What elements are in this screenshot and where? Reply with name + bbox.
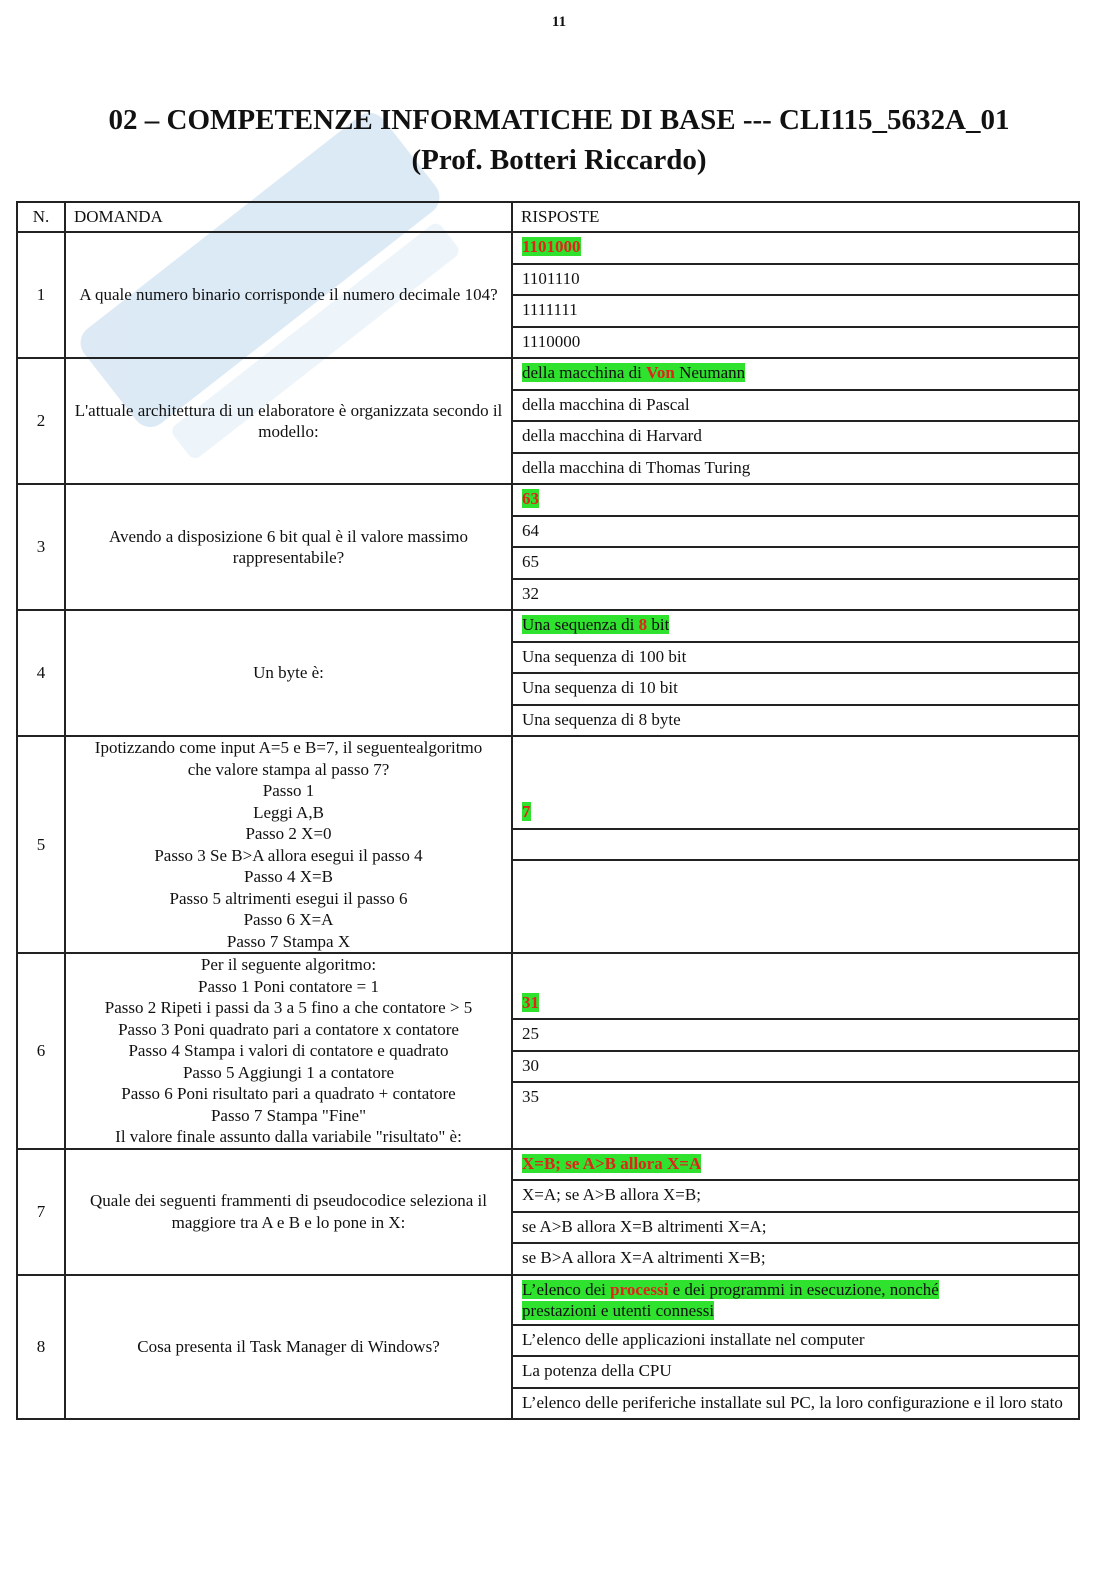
answer-list (512, 610, 1079, 736)
answer-list (512, 1275, 1079, 1420)
question-number: 7 (17, 1149, 65, 1275)
table-row (17, 953, 1079, 1149)
header-answers: RISPOSTE (512, 202, 1079, 232)
answer-item (513, 1150, 1078, 1182)
answer-list (512, 232, 1079, 358)
correct-answer-part: Neumann (674, 363, 746, 382)
answer-item: se A>B allora X=B altrimenti X=A; (513, 1213, 1078, 1245)
correct-answer (522, 615, 669, 634)
correct-answer-part: e dei programmi in esecuzione, nonché (668, 1279, 939, 1299)
question-line: Il valore finale assunto dalla variabile "risultato" è: (115, 1127, 462, 1146)
answer-list (512, 736, 1079, 953)
table-row (17, 610, 1079, 736)
table-row (17, 484, 1079, 610)
header-n: N. (17, 202, 65, 232)
question-line: Passo 4 Stampa i valori di contatore e quadrato (128, 1041, 449, 1060)
question-line: Leggi A,B (253, 802, 324, 822)
correct-answer-continued: prestazioni e utenti connessi (522, 1300, 715, 1320)
answer-item: 1101110 (513, 265, 1078, 297)
correct-answer-part: bit (647, 615, 670, 634)
answer-item: Una sequenza di 100 bit (513, 643, 1078, 675)
correct-answer-keyword: 8 (638, 615, 648, 634)
question-line: Passo 2 X=0 (245, 824, 332, 843)
question-text: A quale numero binario corrisponde il numero decimale 104? (65, 232, 512, 358)
answer-item: della macchina di Pascal (513, 391, 1078, 423)
question-line: Per il seguente algoritmo: (200, 955, 377, 974)
question-number: 5 (17, 736, 65, 953)
question-number: 2 (17, 358, 65, 484)
title-line-1: 02 – COMPETENZE INFORMATICHE DI BASE --- CLI115_5632A_01 (108, 104, 1010, 136)
correct-answer-keyword: processi (610, 1279, 669, 1299)
answer-item: 25 (513, 1020, 1078, 1052)
answer-item (513, 485, 1078, 517)
answer-item (513, 989, 1078, 1021)
answer-item: 35 (522, 1087, 539, 1107)
answer-item: 65 (513, 548, 1078, 580)
table-row (17, 232, 1079, 358)
question-line: Passo 4 X=B (244, 867, 333, 886)
question-text (65, 736, 512, 953)
question-text: L'attuale architettura di un elaboratore è organizzata secondo il modello: (65, 358, 512, 484)
question-number: 6 (17, 953, 65, 1149)
answer-item: 1110000 (522, 331, 581, 351)
table-row (17, 358, 1079, 484)
answer-item: L’elenco delle applicazioni installate nel computer (513, 1326, 1078, 1358)
answer-item: L’elenco delle periferiche installate sul PC, la loro configurazione e il loro stato (522, 1392, 1063, 1412)
answer-item: Una sequenza di 8 byte (522, 709, 681, 729)
correct-answer: X=B; se A>B allora X=A (522, 1153, 702, 1173)
answer-item: 32 (522, 583, 539, 603)
answer-item (513, 359, 1078, 391)
table-row (17, 1149, 1079, 1275)
answer-item (513, 861, 1078, 891)
correct-answer (522, 1280, 939, 1299)
question-text: Un byte è: (65, 610, 512, 736)
answer-list (512, 1149, 1079, 1275)
answer-item: La potenza della CPU (513, 1357, 1078, 1389)
correct-answer: 1101000 (522, 237, 581, 256)
question-number: 3 (17, 484, 65, 610)
page-number: 11 (551, 14, 567, 30)
question-line: Passo 7 Stampa X (226, 931, 351, 951)
question-line: Passo 5 altrimenti esegui il passo 6 (169, 888, 408, 908)
question-line: Passo 1 (262, 781, 315, 800)
correct-answer (522, 363, 745, 382)
table-row (17, 1275, 1079, 1420)
answer-item (513, 611, 1078, 643)
question-line: Passo 1 Poni contatore = 1 (198, 976, 379, 996)
correct-answer-keyword: Von (646, 363, 675, 382)
question-number: 1 (17, 232, 65, 358)
answer-item: Una sequenza di 10 bit (513, 674, 1078, 706)
answer-item (513, 233, 1078, 265)
question-text: Quale dei seguenti frammenti di pseudocodice seleziona il maggiore tra A e B e lo pone in X: (65, 1149, 512, 1275)
answer-item (513, 830, 1078, 862)
title-line-2: (Prof. Botteri Riccardo) (411, 144, 707, 176)
question-line: Passo 2 Ripeti i passi da 3 a 5 fino a che contatore > 5 (104, 998, 473, 1017)
question-line: Passo 5 Aggiungi 1 a contatore (182, 1062, 395, 1082)
table-row (17, 736, 1079, 953)
question-line: che valore stampa al passo 7? (187, 759, 390, 779)
answer-list (512, 953, 1079, 1149)
table-header-row (17, 202, 1079, 232)
question-text (65, 953, 512, 1149)
answer-item: X=A; se A>B allora X=B; (513, 1181, 1078, 1213)
correct-answer: 63 (522, 489, 539, 508)
header-question: DOMANDA (65, 202, 512, 232)
answer-item: se B>A allora X=A altrimenti X=B; (522, 1248, 766, 1267)
question-number: 4 (17, 610, 65, 736)
correct-answer-part: della macchina di (522, 363, 647, 382)
answer-item: della macchina di Thomas Turing (522, 457, 751, 477)
question-line: Passo 6 X=A (243, 910, 334, 929)
correct-answer: 31 (522, 992, 539, 1012)
question-text: Avendo a disposizione 6 bit qual è il valore massimo rappresentabile? (65, 484, 512, 610)
question-line: Passo 3 Se B>A allora esegui il passo 4 (154, 845, 423, 865)
answer-list (512, 484, 1079, 610)
answer-item (513, 798, 1078, 830)
answer-item: 30 (513, 1052, 1078, 1084)
question-line: Passo 6 Poni risultato pari a quadrato + contatore (121, 1084, 456, 1103)
answer-item: della macchina di Harvard (513, 422, 1078, 454)
answer-item (513, 1276, 1078, 1326)
question-line: Passo 3 Poni quadrato pari a contatore x contatore (118, 1019, 459, 1039)
questions-table (16, 201, 1080, 1420)
correct-answer-part: Una sequenza di (522, 615, 639, 634)
answer-item: 1111111 (513, 296, 1078, 328)
answer-list (512, 358, 1079, 484)
correct-answer-part: L’elenco dei (522, 1279, 611, 1299)
answer-item: 64 (513, 517, 1078, 549)
question-number: 8 (17, 1275, 65, 1420)
question-line: Ipotizzando come input A=5 e B=7, il seguentealgoritmo (94, 738, 483, 757)
correct-answer: 7 (522, 802, 531, 822)
page-title (0, 100, 1118, 180)
question-line: Passo 7 Stampa "Fine" (210, 1105, 367, 1125)
question-text: Cosa presenta il Task Manager di Windows? (65, 1275, 512, 1420)
